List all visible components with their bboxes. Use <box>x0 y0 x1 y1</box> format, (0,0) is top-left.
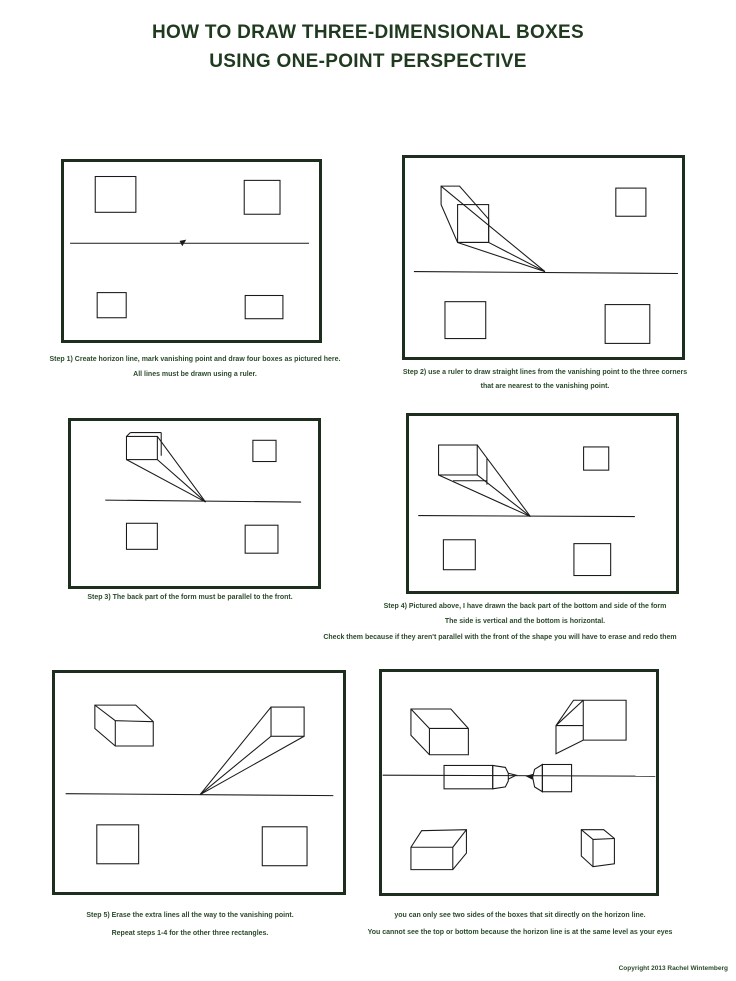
horizon-line <box>414 272 678 274</box>
step3-caption: Step 3) The back part of the form must be parallel to the front. <box>87 594 293 601</box>
box-top-left <box>95 177 136 213</box>
box-bottom-right <box>574 544 611 576</box>
box-bottom-left <box>97 825 139 864</box>
box-bottom-right <box>262 827 307 866</box>
step2-caption-2: that are nearest to the vanishing point. <box>480 383 610 390</box>
step2-drawing <box>402 155 685 360</box>
box-top-right <box>584 447 609 470</box>
step1-caption-1: Step 1) Create horizon line, mark vanishing point and draw four boxes as pictured here. <box>49 356 341 363</box>
step5-drawing <box>52 670 346 895</box>
step5-illustration <box>55 673 343 892</box>
box-bottom-left <box>445 302 486 339</box>
box-front <box>458 205 489 243</box>
page-title-line1: HOW TO DRAW THREE-DIMENSIONAL BOXES <box>151 22 585 43</box>
box-horizon-left-side <box>493 765 509 788</box>
box-right-front <box>271 707 304 736</box>
box-bottom-left <box>126 523 157 549</box>
box-top-right <box>616 188 646 216</box>
box-bottom-left <box>97 293 126 318</box>
horizon-line <box>418 516 635 517</box>
step3-illustration <box>71 421 318 586</box>
step6-caption-2: You cannot see the top or bottom because the horizon line is at the same level as your eyes <box>367 929 673 936</box>
box-horizon-right-side <box>533 764 543 791</box>
page-title-line2: USING ONE-POINT PERSPECTIVE <box>209 51 527 72</box>
box-bottom-right-outline <box>581 830 614 867</box>
box-bottom-right <box>605 305 650 344</box>
step1-illustration <box>64 162 319 340</box>
step6-caption-1: you can only see two sides of the boxes that sit directly on the horizon line. <box>394 912 646 919</box>
box-top-right-outline <box>556 700 626 754</box>
step4-caption-3: Check them because if they aren't parallel with the front of the shape you will have to erase and redo them <box>323 634 677 641</box>
copyright-text: Copyright 2013 Rachel Wintemberg <box>618 965 728 972</box>
box-extruded-outline <box>441 186 489 242</box>
step2-caption-1: Step 2) use a ruler to draw straight lines from the vanishing point to the three corners <box>402 369 688 376</box>
step4-illustration <box>409 416 676 591</box>
box-bottom-left-outline <box>411 830 466 870</box>
horizon-line <box>66 794 334 796</box>
box-top-right <box>253 440 276 461</box>
box-bottom-right <box>245 296 283 319</box>
box-bottom-left <box>443 540 475 570</box>
step4-caption-2: The side is vertical and the bottom is horizontal. <box>444 618 606 625</box>
step6-drawing <box>379 669 659 896</box>
step4-caption-1: Step 4) Pictured above, I have drawn the back part of the bottom and side of the form <box>383 603 667 610</box>
box-front <box>439 445 478 475</box>
box-top-left-outline <box>411 709 468 755</box>
step5-caption-1: Step 5) Erase the extra lines all the way to the vanishing point. <box>86 912 294 919</box>
step1-drawing <box>61 159 322 343</box>
box-horizon-right <box>542 764 571 791</box>
step4-drawing <box>406 413 679 594</box>
step5-caption-2: Repeat steps 1-4 for the other three rectangles. <box>111 930 269 937</box>
step1-caption-2: All lines must be drawn using a ruler. <box>133 371 257 378</box>
box-front <box>126 436 157 459</box>
step6-illustration <box>382 672 656 893</box>
box-bottom-right <box>245 525 278 553</box>
box-horizon-left <box>444 765 493 788</box>
box-top-right <box>244 180 280 214</box>
step3-drawing <box>68 418 321 589</box>
horizon-line <box>383 775 656 776</box>
step2-illustration <box>405 158 682 357</box>
